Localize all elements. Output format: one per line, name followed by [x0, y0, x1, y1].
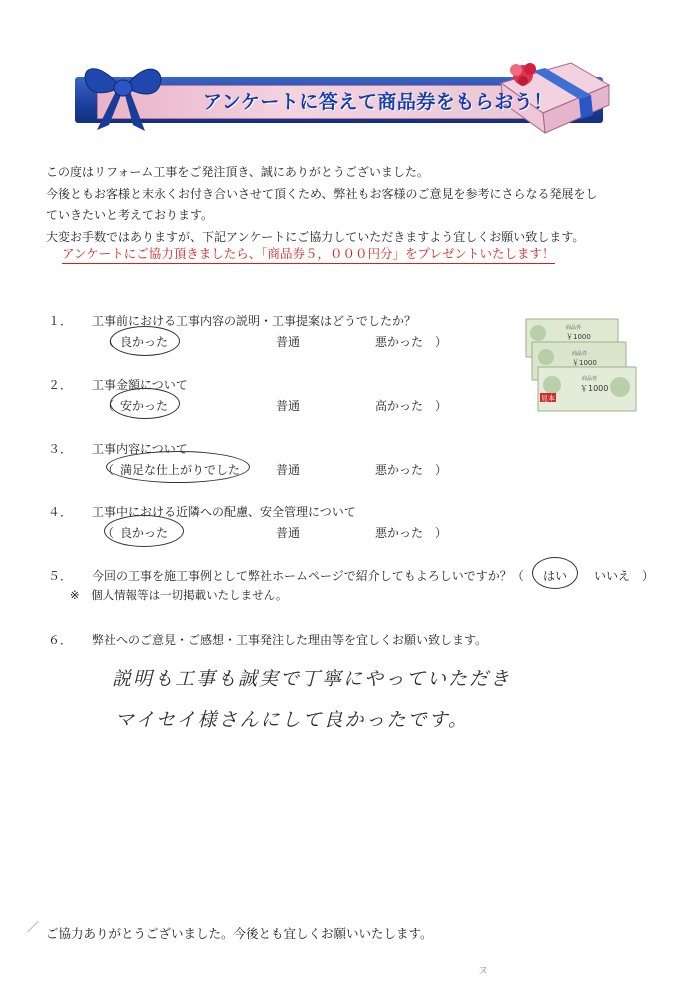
voucher-amount: ￥1000	[580, 384, 609, 393]
scan-mark: ヌ	[478, 966, 488, 977]
q3-option-satisfied[interactable]: 満足な仕上がりでした	[120, 463, 241, 477]
q2-option-expensive[interactable]: 高かった ）	[375, 399, 448, 413]
question-text: 工事前における工事内容の説明・工事提案はどうでしたか？	[92, 314, 417, 328]
question-number: ４．	[48, 505, 73, 519]
intro-text	[46, 162, 666, 248]
q5-option-yes[interactable]: はい	[543, 569, 568, 583]
selected-answer-circle	[110, 326, 180, 356]
question-text: 今回の工事を施工事例として弊社ホームページで紹介してもよろしいですか？（	[92, 569, 524, 583]
voucher-label: 商品券	[582, 376, 598, 382]
q4-option-bad[interactable]: 悪かった ）	[375, 526, 448, 540]
selected-answer-circle	[110, 388, 180, 419]
voucher-sample-stamp: 見本	[541, 394, 555, 403]
selected-answer-circle	[532, 557, 578, 589]
question-text: 弊社へのご意見・ご感想・工事発注した理由等を宜しくお願い致します。	[92, 633, 488, 647]
privacy-note: ※ 個人情報等は一切掲載いたしません。	[70, 588, 288, 602]
question-number: １．	[48, 314, 73, 328]
voucher-label: 商品券	[572, 351, 588, 357]
handwritten-answer-line: マイセイ様さんにして良かったです。	[115, 709, 469, 731]
banner-title: アンケートに答えて商品券をもらおう！	[203, 91, 553, 113]
voucher-amount: ￥1000	[566, 333, 591, 341]
voucher-amount: ￥1000	[572, 359, 597, 367]
question-number: ２．	[48, 378, 73, 392]
q4-option-good[interactable]: 良かった	[120, 526, 169, 540]
intro-line: 大変お手数ではありますが、下記アンケートにご協力していただきますよう宜しくお願い致します。	[46, 229, 585, 244]
survey-banner	[55, 55, 610, 135]
voucher-label: 商品券	[566, 325, 582, 331]
q4-option-normal[interactable]: 普通	[276, 526, 301, 540]
selected-answer-circle	[106, 451, 250, 483]
intro-line: 今後ともお客様と末永くお付き合いさせて頂くため、弊社もお客様のご意見を参考にさらなる発展をし	[46, 186, 598, 201]
ribbon-bow-icon	[67, 55, 177, 135]
open-paren: （	[102, 335, 115, 349]
q1-option-normal[interactable]: 普通	[276, 335, 301, 349]
question-text: 工事金額について	[92, 378, 188, 392]
question-number: ６．	[48, 633, 73, 647]
q1-option-good[interactable]: 良かった	[120, 335, 169, 349]
selected-answer-circle	[104, 515, 184, 547]
question-number: ３．	[48, 442, 73, 456]
q3-option-normal[interactable]: 普通	[276, 463, 301, 477]
open-paren: （	[102, 399, 115, 413]
gift-offer-highlight: アンケートにご協力頂きましたら、「商品券５，０００円分」をプレゼントいたします！	[62, 245, 555, 264]
closing-message: ご協力ありがとうございました。今後とも宜しくお願いいたします。	[46, 926, 433, 941]
gift-voucher-image	[520, 315, 640, 415]
q1-option-bad[interactable]: 悪かった ）	[375, 335, 448, 349]
question-text: 工事内容について	[92, 442, 188, 456]
q5-option-no[interactable]: いいえ ）	[594, 569, 655, 583]
handwritten-answer-line: 説明も工事も誠実で丁寧にやっていただき	[112, 668, 512, 690]
question-text: 工事中における近隣への配慮、安全管理について	[92, 505, 356, 519]
open-paren: （	[102, 463, 115, 477]
q2-option-normal[interactable]: 普通	[276, 399, 301, 413]
q3-option-bad[interactable]: 悪かった ）	[375, 463, 448, 477]
intro-line: ていきたいと考えております。	[46, 208, 214, 222]
scan-mark: ／	[27, 920, 40, 934]
question-number: ５．	[48, 569, 73, 583]
open-paren: （	[102, 526, 115, 540]
q2-option-cheap[interactable]: 安かった	[120, 399, 169, 413]
intro-line: この度はリフォーム工事をご発注頂き、誠にありがとうございました。	[46, 165, 429, 179]
